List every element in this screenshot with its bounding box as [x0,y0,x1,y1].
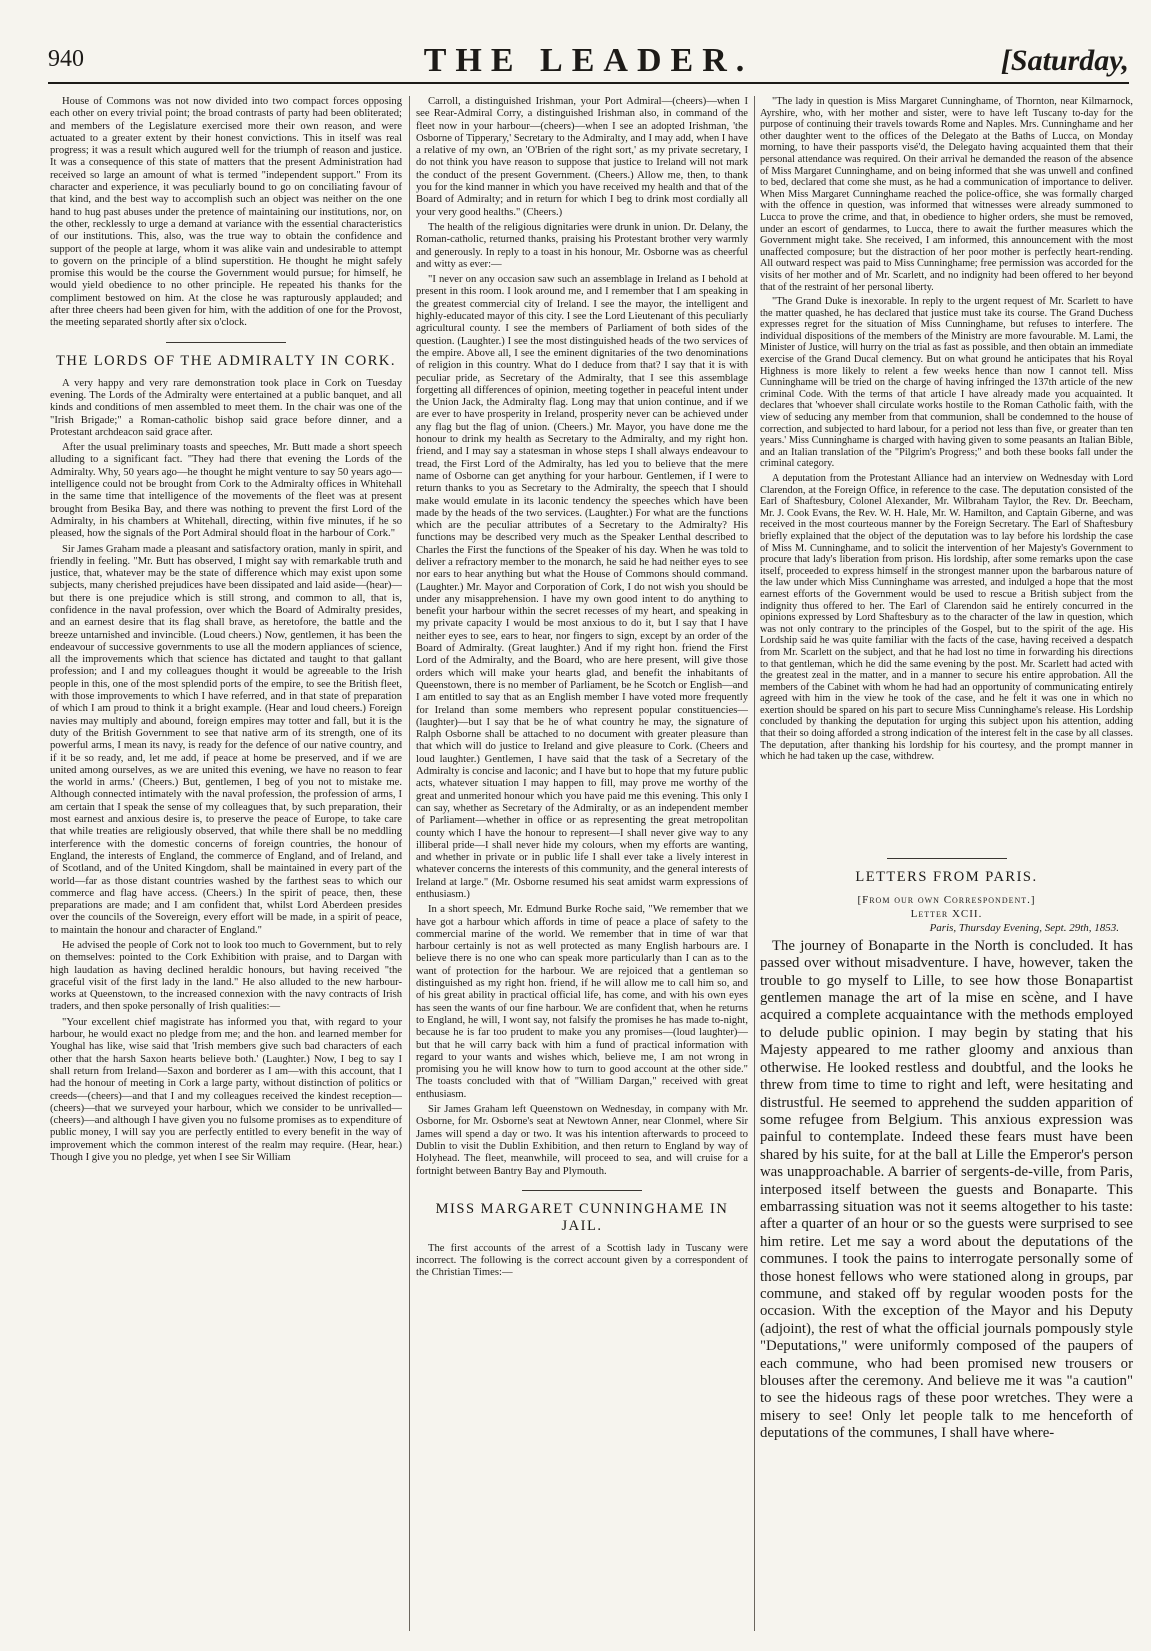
page-number: 940 [48,46,84,72]
section-rule [166,342,286,343]
article-paragraph: In a short speech, Mr. Edmund Burke Roche said, "We remember that we have got a harbour which affords in time of peace a place of safety to the commercial marine of the world. We remember that in time of war that harbour certainly is not as well protected as many English harbours are. I believe there is no one who can speak more particularly than I can as to the want of protection for the harbour. We are rejoiced that a gentleman so distinguished as my right hon. friend, if he will allow me to call him so, and of his great ability in practical official life, has come, and with his own eyes has seen the wants of our fine harbour. We are confident that, when he returns to England, he will, I wont say, not falsify the promises he has made to-night, because he is far too prudent to make you any promises—(loud laughter)—but that he will carry back with him a fund of practical information with regard to your wants and wishes which, believe me, I am not wrong in promising you he will know how to turn to good account at the other side." The toasts concluded with that of "William Dargan," received with great enthusiasm. [416,904,748,1100]
article-paragraph: A very happy and very rare demonstration took place in Cork on Tuesday evening. The Lords of the Admiralty were entertained at a public banquet, and all kinds and conditions of men assembled to meet them. In the chair was one of the "Irish Brigade;" a Roman-catholic bishop said grace before dinner, and a Protestant archdeacon said grace after. [50,377,402,438]
article-paragraph: The first accounts of the arrest of a Scottish lady in Tuscany were incorrect. The following is the correct account given by a correspondent of the Christian Times:— [416,1242,748,1279]
dateline: Paris, Thursday Evening, Sept. 29th, 1853. [929,921,1119,934]
section-rule [887,858,1007,859]
masthead [48,42,1129,84]
article-paragraph: Carroll, a distinguished Irishman, your Port Admiral—(cheers)—when I see Rear-Admiral Corry, a distinguished Irishman also, in command of the fleet now in your harbour—(cheers)—when I see an adopted Irishman, 'the Osborne of Tipperary,' Secretary to the Admiralty, and I may add, when I have a relative of my own, an 'O'Brien of the right sort,' as my private secretary, I do not think you have reason to suppose that justice to Ireland will not mark the conduct of the present Government. (Cheers.) Allow me, then, to thank you for the kind manner in which you have received my health and that of the Board of Admiralty; and in return for which I beg to drink most cordially all your very good healths." (Cheers.) [416,96,748,218]
article-heading: MISS MARGARET CUNNINGHAME IN JAIL. [435,1200,729,1234]
article-paragraph: "The Grand Duke is inexorable. In reply to the urgent request of Mr. Scarlett to have the matter quashed, he has declared that justice must take its course. The Grand Duchess expresses regret for the situation of Miss Cunninghame, but refuses to interfere. The individual dispositions of the members of the Ministry are more favourable. M. Lami, the Minister of Justice, will hurry on the trial as fast as possible, and then obtain an immediate exercise of the Grand Ducal clemency. But on what ground he anticipates that his Royal Highness is more likely to relent a few weeks hence than now I cannot tell. Miss Cunninghame will be tried on the charge of having infringed the 137th article of the new criminal Code. With the terms of that article I have already made you acquainted. It declares that 'whoever shall circulate works hostile to the Roman Catholic faith, with the view of seducing any member from that communion, shall be condemned to the house of correction, and subjected to hard labour, for a period not less than five, or greater than ten years.' Miss Cunninghame is charged with having given to some peasants an Italian Bible, and an Italian translation of the "Pilgrim's Progress;" and both these books fall under the criminal category. [760,296,1133,470]
column-3 [760,96,1133,1633]
article-paragraph: "Your excellent chief magistrate has informed you that, with regard to your harbour, he would exact no pledge from me; and the hon. and learned member for Youghal has like, wise said that 'Irish members give such bad characters of each other that the harsh Saxon hearts believe both.' (Laughter.) Now, I beg to say I shall return from Ireland—Saxon and borderer as I am—with this account, that I had the honour of meeting in Cork a large party, without distinction of politics or creeds—(cheers)—and that I and my colleagues received the kindest reception—(cheers)—that we surveyed your harbour, which we consider to be unrivalled—(cheers)—and although I have given you no fulsome promises as to expenditure of public money, I will say you are perfectly entitled to every benefit in the way of improvement which the common interest of the realm may require. (Hear, hear.) Though I give you no pledge, yet when I see Sir William [50,1016,402,1164]
issue-day: [Saturday, [1000,44,1129,77]
paper-title: THE LEADER. [423,42,754,79]
section-rule [522,1190,642,1191]
article-paragraph: Sir James Graham left Queenstown on Wednesday, in company with Mr. Osborne, for Mr. Osborne's seat at Newtown Anner, near Clonmel, where Sir James will spend a day or two. It was his intention afterwards to proceed to Dublin to visit the Dublin Exhibition, and then return to England by way of Holyhead. The fleet, meanwhile, will proceed to sea, and will cruise for a fortnight between Bantry Bay and Plymouth. [416,1104,748,1177]
article-paragraph: A deputation from the Protestant Alliance had an interview on Wednesday with Lord Clarendon, at the Foreign Office, in reference to the case. The deputation consisted of the Earl of Shaftesbury, Colonel Alexander, Mr. Wilbraham Taylor, the Rev. Dr. Beecham, Mr. J. Cook Evans, the Rev. W. H. Hale, Mr. W. Hamilton, and Captain Giberne, and was received in the most courteous manner by the Foreign Secretary. The Earl of Shaftesbury briefly explained that the object of the deputation was to lay before his lordship the case of Miss M. Cunninghame, and to solicit the intervention of her Majesty's Government to procure that lady's liberation from prison. His lordship, after some remarks upon the case itself, proceeded to express himself in the strongest manner upon the barbarous nature of the law under which Miss Cunninghame was arrested, and indulged a hope that the most earnest efforts of the Government would be used to rescue a British subject from the indignity thus offered to her. The Earl of Clarendon said he entirely concurred in the opinions expressed by Lord Shaftesbury as to the character of the law in question, which was not only contrary to the principles of the Gospel, but to the spirit of the age. His Lordship said he was quite familiar with the facts of the case, having received a despatch from Mr. Scarlett on the subject, and that he had lost no time in forwarding his directions to that gentleman, which he did the same evening by the post. Mr. Scarlett had acted with the greatest zeal in the matter, and in a manner to secure his entire approbation. All the members of the Cabinet with whom he had had an opportunity of communicating entirely agreed with him in the view he took of the case, and he felt it was one in which no exertion should be spared on his part to secure Miss Cunninghame's release. His Lordship concluded by thanking the deputation for urging this subject upon his attention, adding that their so doing afforded a strong indication of the interest felt in the case by all classes. The deputation, after thanking his lordship for his courtesy, and the prompt manner in which he had taken up the case, withdrew. [760,473,1133,763]
spacer [760,766,1133,846]
article-paragraph: Sir James Graham made a pleasant and satisfactory oration, manly in spirit, and friendly in feeling. "Mr. Butt has observed, I might say with remarkable truth and justice, that, whatever may be the state of difference which may exist upon some subjects, many cherished prejudices have been dissipated and laid aside—(hear)—but there is one prejudice which is still strong, and common to all, that is, confidence in the naval profession, over which the Board of Admiralty presides, and an earnest desire that its flag shall brave, as heretofore, the battle and the breeze untarnished and invincible. (Loud cheers.) Now, gentlemen, it has been the endeavour of successive governments to use all the modern appliances of science, all the improvements which that science has dictated and taught to that gallant profession; and I and my colleagues thought it would be agreeable to the Irish people in this, one of the most splendid ports of the empire, to see the British fleet, with those improvements to which I have referred, and in that state of preparation of which I am proud to think it a bright example. (Hear and loud cheers.) Foreign navies may multiply and abound, foreign empires may totter and fall, but it is the duty of the British Government to see that native arm of its strength, one of its powerful arms, I mean its navy, is ready for the defence of our native country, and if it be so ready, and, let me add, if peace at home be preserved, and if we are united among ourselves, as we are united this evening, we have no reason to fear the world in arms.' (Cheers.) But, gentlemen, I beg of you not to mistake me. Although connected intimately with the naval profession, the profession of arms, I am certain that I speak the sense of my colleagues that, by such preparation, their most earnest and anxious desire is, to preserve the peace of Europe, to take care that while treaties are religiously observed, that while there shall be no meddling interference with the domestic concerns of foreign countries, the honour of England, the interests of England, the commerce of England, and of Ireland, and of Scotland, and of the United Kingdom, shall be maintained in every part of the world—far as those distant countries washed by the farthest seas to which our commerce and flag have access. (Cheers.) In the spirit of peace, then, these preparations are made; and I am confident that, whilst Lord Aberdeen presides over the councils of the Sovereign, every effort will be made, in a spirit of peace, to maintain the honour and character of England." [50,543,402,936]
article-paragraph: The journey of Bonaparte in the North is concluded. It has passed over without misadventure. I have, however, taken the trouble to go myself to Lille, to see how those Bonapartist gentlemen manage the art of la mise en scène, and I have acquired a complete acquaintance with the methods employed to delude public opinion. I may begin by stating that his Majesty appeared to me rather gloomy and anxious than otherwise. He looked restless and doubtful, and the looks he threw from time to time to right and left, were hesitating and distrustful. He seemed to apprehend the sudden apparition of some refugee from Belgium. This anxious expression was painful to contemplate. Indeed these fears must have been shared by his suite, for at the ball at Lille the Emperor's person was unapproachable. A barrier of sergents-de-ville, from Paris, interposed itself between the guests and Bonaparte. This embarrassing situation was not it seems altogether to his taste: after a quarter of an hour or so the guests were surprised to see him retire. Let me say a word about the deputations of the communes. I took the pains to interrogate personally some of those honest fellows who were stationed along in groups, par commune, and staked off by regular wooden posts for the occasion. With the exception of the Mayor and his Deputy (adjoint), the rest of what the official journals pompously style "Deputations," were uniformly composed of the paupers of each commune, who had been promised new trousers or blouses after the ceremony. And believe me it was "a caution" to see the hideous rags of these poor wretches. They were a misery to see! Only let people talk to me henceforth of deputations of the communes, I shall have where- [760,937,1133,1442]
article-paragraph: The health of the religious dignitaries were drunk in union. Dr. Delany, the Roman-catholic, returned thanks, praising his Protestant brother very warmly and generously. In reply to a toast in his honour, Mr. Osborne was as cheerful and witty as ever:— [416,221,748,270]
article-paragraph: "I never on any occasion saw such an assemblage in Ireland as I behold at present in this room. I look around me, and I remember that I am speaking in the greatest commercial city of Ireland. I see the mayor, the intelligent and highly-educated mayor of this city. I see the Lord Lieutenant of this peculiarly agricultural county. I see the members of Parliament of both sides of the question. (Laughter.) I see the most distinguished heads of the two services of the empire. Above all, I see the eminent dignitaries of the two denominations of religion in this country. What do I deduce from that? I say that it is with peculiar pride, as Secretary of the Admiralty, that I see this assemblage forgetting all differences of opinion, meeting together in peaceful intent under the Union Jack, the Admiralty flag. Long may that union continue, and if we are ever to have prosperity in Ireland, prosperity never can be achieved under any flag but the flag of union. (Cheers.) Mr. Mayor, you have done me the honour to drink my health as Secretary to the Admiralty, and my right hon. friend, and I may say a statesman in whose steps I shall always endeavour to tread, the First Lord of the Admiralty, has led you to believe that the mere name of Osborne can get anything for your harbour. Gentlemen, if I were to return thanks to you as Secretary to the Admiralty, the speech that I should make would emulate in its laconic tendency the speeches which have been made by the heads of the two services. (Laughter.) For what are the functions which are the peculiar attributes of a Secretary to the Admiralty? His functions may be described very much as the Speaker Lenthal described to Charles the First the functions of the Speaker of his day. When he was told to deliver a refractory member to the monarch, he said he had neither eyes to see nor ears to hear anything but what the House of Commons should command. (Laughter.) Mr. Mayor and Corporation of Cork, I do not wish you should be under any misapprehension. I have my own good intent to do anything to benefit your harbour within the secret recesses of my heart, and speaking in my private capacity I would be most anxious to do it, but I say that I have neither eyes to see, ears to hear, nor fingers to sign, except by an order of the Board of Admiralty. (Great laughter.) And if my right hon. friend the First Lord of the Admiralty, and the Board, who are here present, will give those orders which will make your hearts glad, and benefit the inhabitants of Queenstown, there is no member of Parliament, be he Scotch or English—and I am entitled to say that as an English member I have voted more frequently for Ireland than some members who represent popular constituencies—(laughter)—but I say that be he of what country he may, the signature of Ralph Osborne shall be attached to no document with greater pleasure than that which will do justice to Ireland and give pleasure to Cork. (Cheers and loud laughter.) Gentlemen, I have said that the task of a Secretary of the Admiralty is concise and laconic; and I have but to hope that my future public acts, whatever situation I may happen to fill, may prove me worthy of the great and unmerited honour which you have paid me this evening. This only I can say, whether as Secretary of the Admiralty, or as an independent member of Parliament—whether in office or as representing the great metropolitan county which I have the honour to represent—I shall never give way to any illiberal pride—I shall never hide my colours, when my efforts are wanting, and whether in private or in public life I shall ever take a lively interest in whatever concerns the interests of this community, and the general interests of Ireland at large." (Mr. Osborne resumed his seat amidst warm expressions of enthusiasm.) [416,274,748,900]
letter-number: Letter XCII. [910,907,983,920]
column-divider [409,96,410,1631]
article-paragraph: After the usual preliminary toasts and speeches, Mr. Butt made a short speech alluding to a significant fact. "They had there that evening the Lords of the Admiralty. Why, 50 years ago—he thought he might venture to say 50 years ago—intelligence could not be brought from Cork to the Admiralty offices in Whitehall in the same time that intelligence of the movements of the fleet was at present brought from Besika Bay, and there was nothing to prevent the first Lord of the Admiralty, in his chambers at Whitehall, directing, within five minutes, if he so pleased, how the signals of the Port Admiral should float in the harbour of Cork." [50,442,402,540]
column-divider [754,96,755,1631]
article-heading: LETTERS FROM PARIS. [855,868,1038,885]
article-paragraph: "The lady in question is Miss Margaret Cunninghame, of Thornton, near Kilmarnock, Ayrshire, who, with her mother and sister, were to have left Tuscany to-day for the purpose of continuing their travels towards Rome and Naples. Mrs. Cunninghame and her other daughter went to the offices of the Delegato at the Baths of Lucca, on Monday morning, to have their passports visé'd, the Delegato having acquainted them that their personal attendance was required. On their arrival he demanded the reason of the absence of Miss Margaret Cunninghame, and on being informed that she was unwell and confined to bed, declared that come she must, as he had a communication of importance to deliver. When Miss Margaret Cunninghame reached the police-office, she was formally charged with the offence in question, was informed that witnesses were already summoned to Lucca to prove the crime, and that, in obedience to higher orders, she must be removed, under an escort of gendarmes, to Lucca, there to await the further measures which the Government might take. She received, I am informed, this announcement with the most unaffected composure; but the distraction of her poor mother is perfectly heart-rending. All outward respect was paid to Miss Cunninghame; free permission was accorded for the visits of her mother and of Mr. Scarlett, and no indignity had been offered to her beyond that of the restraint of her personal liberty. [760,96,1133,293]
column-1 [50,96,402,1633]
article-paragraph: House of Commons was not now divided into two compact forces opposing each other on every trivial point; the broad contrasts of party had been obliterated; and members of the Legislature exercised more their own reason, and were actuated to a greater extent by their honest convictions. This in itself was real progress; it was a result which augured well for the triumph of reason and justice. It was a consequence of this state of matters that the present Administration had received so large an amount of what is termed "independent support." From its character and experience, it was peculiarly bound to go on conciliating favour of that kind, and the best way to accomplish such an object was neither on the one hand to hug past abuses under the pretence of maintaining our institutions, nor, on the other, recklessly to urge a demand at variance with the essential characteristics of our institutions. This, also, was the true way to obtain the confidence and support of the people at large, whom it was alike vain and undesirable to attempt to govern on the principle of a blind superstition. He thought he might safely promise this would be the course the Government would pursue; for himself, he would yield obedience to no other principle. He repeated his thanks for the compliment bestowed on him. At the close he was rapturously applauded; and after three cheers had been given for him, with the addition of one for the Provost, the meeting separated shortly after six o'clock. [50,96,402,329]
byline: [From our own Correspondent.] [857,893,1036,906]
column-2 [416,96,748,1633]
article-heading: THE LORDS OF THE ADMIRALTY IN CORK. [56,352,396,369]
article-paragraph: He advised the people of Cork not to look too much to Government, but to rely on themselves: pointed to the Cork Exhibition with praise, and to Dargan with high laudation as having declined heraldic honours, but having received "the graceful visit of the first lady in the land." He also alluded to the new harbour-works at Queenstown, to the increased connexion with the navy contracts of Irish traders, and then spoke personally of Irish qualities:— [50,940,402,1013]
